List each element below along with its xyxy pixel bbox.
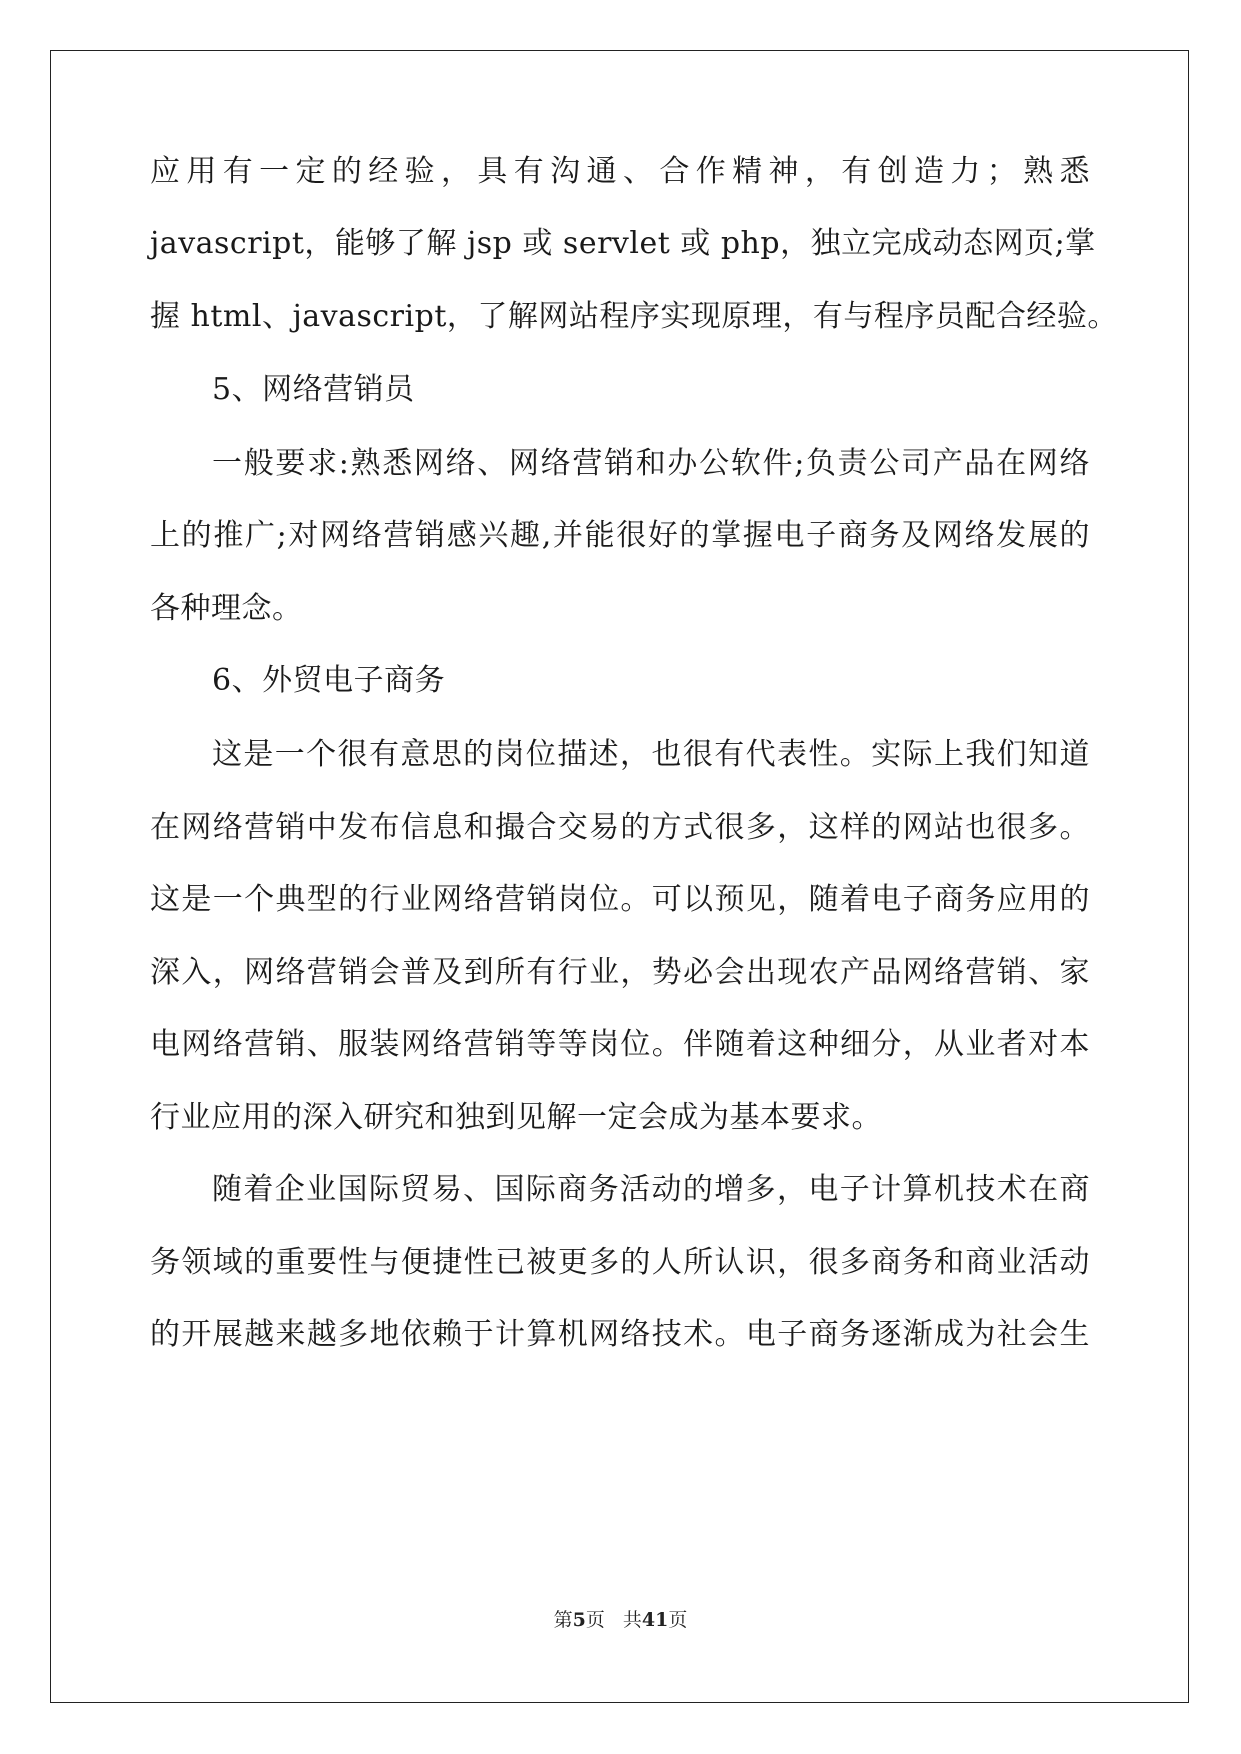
text-line: 随着企业国际贸易、国际商务活动的增多，电子计算机技术在商 (212, 1172, 1090, 1207)
footer-page-suffix: 页 (585, 1609, 605, 1631)
text-line: 务领域的重要性与便捷性已被更多的人所认识，很多商务和商业活动 (150, 1245, 1090, 1280)
section-heading: 5、网络营销员 (212, 372, 415, 407)
footer-total-suffix: 页 (668, 1609, 688, 1631)
page-number: 5 (572, 1609, 586, 1631)
text-line: 这是一个很有意思的岗位描述，也很有代表性。实际上我们知道 (212, 737, 1090, 772)
section-heading: 6、外贸电子商务 (212, 663, 446, 698)
text-line: 握 html、javascript，了解网站程序实现原理，有与程序员配合经验。 (150, 299, 1118, 334)
text-line: 各种理念。 (150, 591, 303, 626)
text-line: 一般要求:熟悉网络、网络营销和办公软件;负责公司产品在网络 (212, 446, 1090, 481)
page-footer (0, 1608, 1241, 1632)
text-line: 应用有一定的经验，具有沟通、合作精神，有创造力；熟悉 (150, 154, 1090, 189)
footer-prefix: 第 (553, 1609, 573, 1631)
text-line: 电网络营销、服装网络营销等等岗位。伴随着这种细分，从业者对本 (150, 1027, 1090, 1062)
text-line: 的开展越来越多地依赖于计算机网络技术。电子商务逐渐成为社会生 (150, 1317, 1090, 1352)
total-pages: 41 (641, 1609, 669, 1631)
text-line: 上的推广;对网络营销感兴趣,并能很好的掌握电子商务及网络发展的 (150, 518, 1090, 553)
text-line: 在网络营销中发布信息和撮合交易的方式很多，这样的网站也很多。 (150, 810, 1090, 845)
text-line: javascript，能够了解 jsp 或 servlet 或 php，独立完成动态网页;掌 (150, 226, 1096, 261)
text-line: 深入，网络营销会普及到所有行业，势必会出现农产品网络营销、家 (150, 955, 1090, 990)
text-line: 这是一个典型的行业网络营销岗位。可以预见，随着电子商务应用的 (150, 882, 1090, 917)
text-line: 行业应用的深入研究和独到见解一定会成为基本要求。 (150, 1100, 882, 1135)
footer-total-prefix: 共 (622, 1609, 642, 1631)
